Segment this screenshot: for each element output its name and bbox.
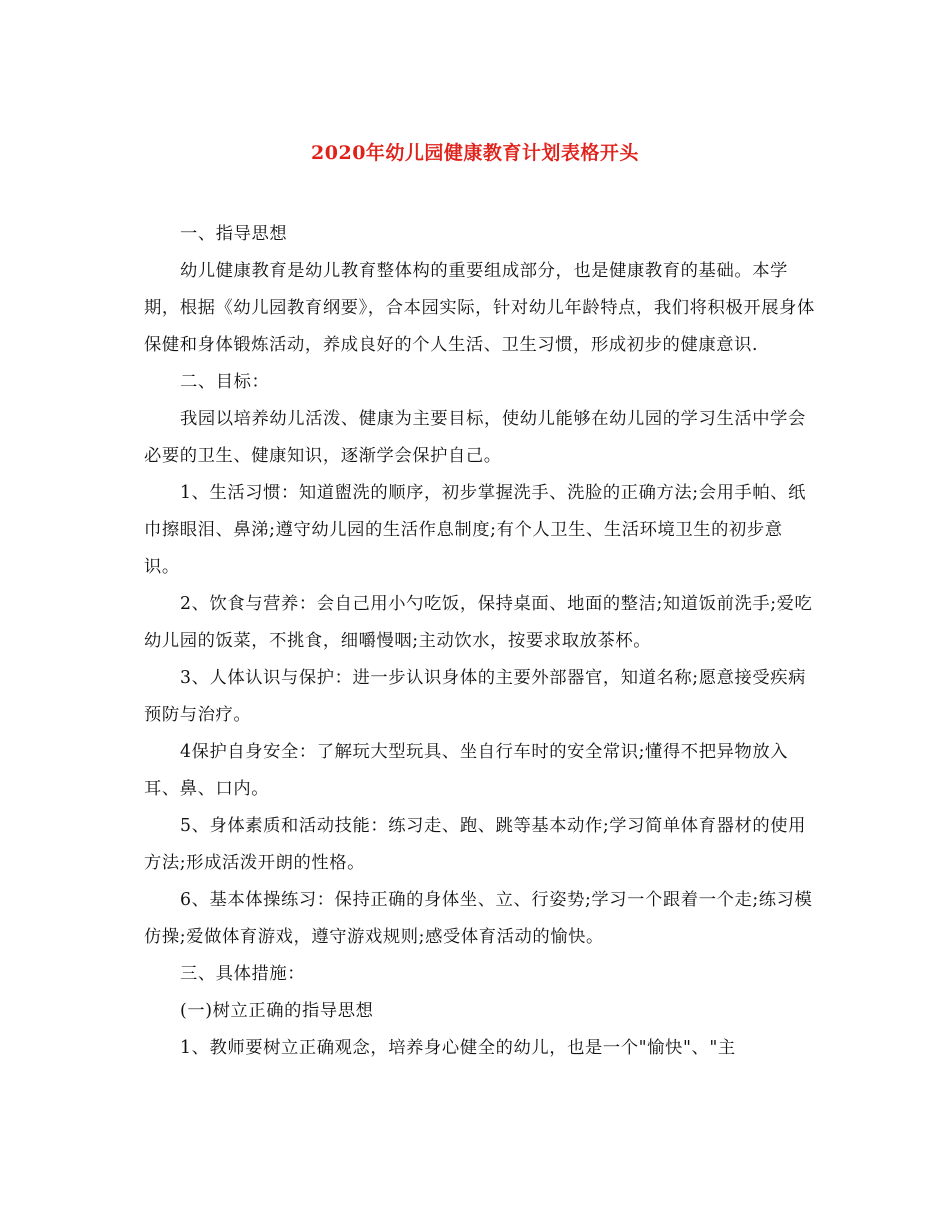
- paragraph: 我园以培养幼儿活泼、健康为主要目标，使幼儿能够在幼儿园的学习生活中学会必要的卫生、健康知识，逐渐学会保护自己。: [144, 409, 806, 466]
- goal-item-gymnastics: 6、基本体操练习：保持正确的身体坐、立、行姿势;学习一个跟着一个走;练习模仿操;爱做体育游戏，遵守游戏规则;感受体育活动的愉快。: [144, 890, 813, 947]
- document-title: 2020年幼儿园健康教育计划表格开头: [311, 142, 639, 164]
- goal-item-self-safety: 4保护自身安全：了解玩大型玩具、坐自行车时的安全常识;懂得不把异物放入耳、鼻、口内。: [144, 742, 789, 799]
- document-body: [144, 216, 816, 1067]
- section-heading-goals: 二、目标：: [180, 372, 270, 392]
- section-heading-measures: 三、具体措施：: [180, 964, 306, 984]
- paragraph: 幼儿健康教育是幼儿教育整体构的重要组成部分，也是健康教育的基础。本学期，根据《幼儿园教育纲要》，合本园实际，针对幼儿年龄特点，我们将积极开展身体保健和身体锻炼活动，养成良好的个人生活、卫生习惯，形成初步的健康意识.: [144, 261, 815, 355]
- subsection-heading: (一)树立正确的指导思想: [180, 1001, 374, 1021]
- goal-item-body-awareness: 3、人体认识与保护：进一步认识身体的主要外部器官，知道名称;愿意接受疾病预防与治疗。: [144, 668, 806, 725]
- goal-item-physical-skills: 5、身体素质和活动技能：练习走、跑、跳等基本动作;学习简单体育器材的使用方法;形成活泼开朗的性格。: [144, 816, 806, 873]
- paragraph: 1、教师要树立正确观念，培养身心健全的幼儿，也是一个"愉快"、"主: [180, 1038, 736, 1058]
- goal-item-living-habits: 1、生活习惯：知道盥洗的顺序，初步掌握洗手、洗脸的正确方法;会用手帕、纸巾擦眼泪、鼻涕;遵守幼儿园的生活作息制度;有个人卫生、生活环境卫生的初步意识。: [144, 483, 806, 577]
- section-heading-guiding-ideology: 一、指导思想: [180, 224, 288, 244]
- goal-item-diet-nutrition: 2、饮食与营养：会自己用小勺吃饭，保持桌面、地面的整洁;知道饭前洗手;爱吃幼儿园的饭菜，不挑食，细嚼慢咽;主动饮水，按要求取放茶杯。: [144, 594, 813, 651]
